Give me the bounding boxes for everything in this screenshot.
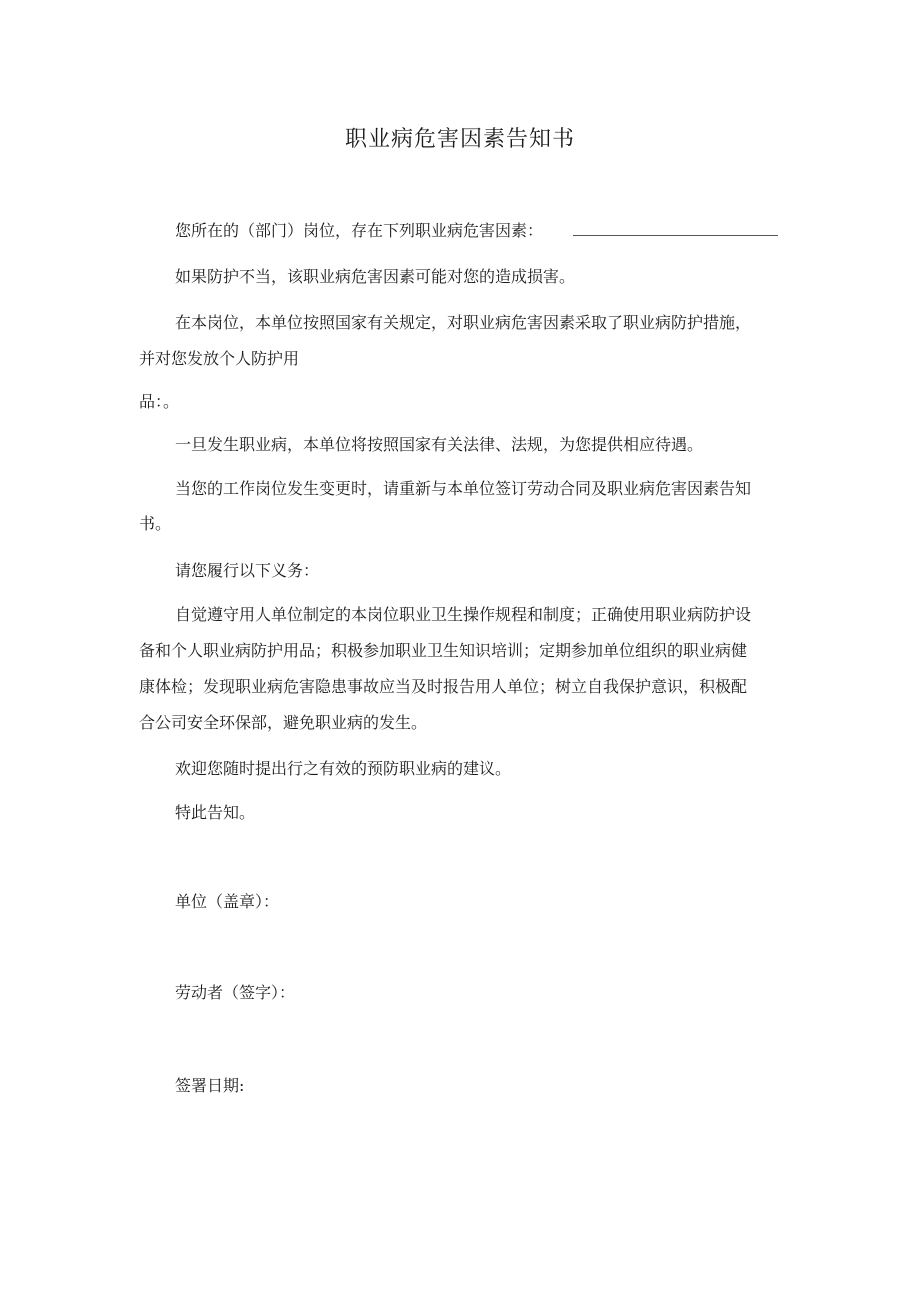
paragraph-line: 品：。 — [139, 392, 180, 411]
paragraph-line: 当您的工作岗位发生变更时，请重新与本单位签订劳动合同及职业病危害因素告知 — [175, 479, 752, 498]
hazard-factor-blank — [573, 221, 778, 236]
document-title: 职业病危害因素告知书 — [344, 127, 575, 152]
hazard-factor-line — [139, 213, 845, 249]
worker-signature-label: 劳动者（签字）： — [175, 983, 296, 1002]
paragraph-line: 一旦发生职业病，本单位将按照国家有关法律、法规，为您提供相应待遇。 — [175, 435, 704, 454]
paragraph-line: 自觉遵守用人单位制定的本岗位职业卫生操作规程和制度；正确使用职业病防护设 — [175, 605, 752, 624]
paragraph-line: 欢迎您随时提出行之有效的预防职业病的建议。 — [175, 759, 512, 778]
paragraph-line: 并对您发放个人防护用 — [139, 349, 300, 368]
signing-date-label: 签署日期: — [175, 1076, 245, 1095]
paragraph-line: 合公司安全环保部，避免职业病的发生。 — [139, 713, 428, 732]
paragraph-line: 如果防护不当，该职业病危害因素可能对您的造成损害。 — [175, 267, 576, 286]
paragraph-line: 在本岗位，本单位按照国家有关规定，对职业病危害因素采取了职业病防护措施， — [175, 313, 752, 332]
paragraph-line: 书。 — [139, 514, 172, 533]
paragraph-line: 请您履行以下义务： — [175, 561, 320, 580]
unit-seal-label: 单位（盖章）： — [175, 892, 280, 911]
paragraph-line: 备和个人职业病防护用品；积极参加职业卫生知识培训；定期参加单位组织的职业病健 — [139, 641, 748, 660]
paragraph-line: 康体检；发现职业病危害隐患事故应当及时报告用人单位；树立自我保护意识，积极配 — [139, 677, 748, 696]
hazard-factor-text: 您所在的（部门）岗位，存在下列职业病危害因素： — [175, 221, 544, 240]
paragraph-line: 特此告知。 — [175, 803, 256, 822]
